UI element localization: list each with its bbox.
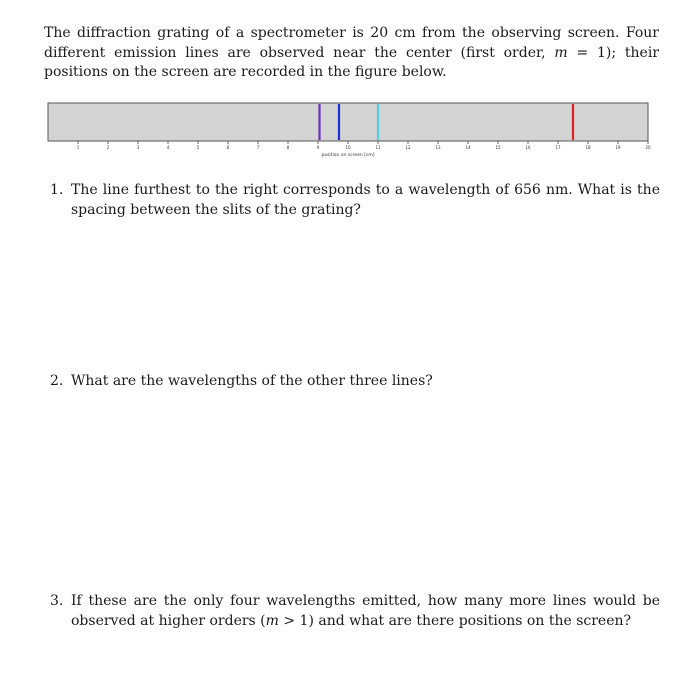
x-tick-label: 12 <box>405 145 411 150</box>
question-number: 3. <box>50 593 64 609</box>
x-tick-label: 7 <box>256 145 260 150</box>
spectrum-background <box>48 103 648 141</box>
x-tick-label: 16 <box>525 145 531 150</box>
x-tick-label: 4 <box>166 145 170 150</box>
x-tick-label: 2 <box>106 145 110 150</box>
x-tick-label: 15 <box>495 145 501 150</box>
x-tick-label: 3 <box>136 145 140 150</box>
x-axis-label: position on screen [cm] <box>321 153 375 158</box>
intro-part1: The diffraction grating of a spectrometer is 20 cm from the observing screen. Four different emission lines are observed near the center (first order, <box>44 25 659 61</box>
x-tick-label: 1 <box>76 145 80 150</box>
question-2 <box>50 372 660 392</box>
intro-part2: = 1); their positions on the screen are recorded in the figure below. <box>44 44 660 80</box>
x-tick-label: 9 <box>316 145 320 150</box>
x-tick-label: 10 <box>345 145 351 150</box>
x-tick-label: 13 <box>435 145 441 150</box>
x-tick-label: 6 <box>226 145 230 150</box>
question-text <box>71 592 660 631</box>
spectrum-figure <box>44 100 654 162</box>
question-text-a: If these are the only four wavelengths emitted, how many more lines would be observed at higher orders ( <box>71 593 660 629</box>
question-m-variable: m <box>265 612 279 629</box>
x-tick-label: 8 <box>286 145 290 150</box>
intro-m-variable: m <box>554 44 568 61</box>
spectrum-chart <box>44 100 654 162</box>
x-tick-label: 5 <box>196 145 200 150</box>
x-tick-label: 20 <box>645 145 651 150</box>
question-number: 1. <box>50 182 64 198</box>
question-1 <box>50 181 660 220</box>
x-tick-label: 14 <box>465 145 471 150</box>
question-number: 2. <box>50 373 64 389</box>
x-tick-label: 19 <box>615 145 621 150</box>
x-tick-label: 17 <box>555 145 561 150</box>
x-tick-label: 11 <box>375 145 381 150</box>
question-text: What are the wavelengths of the other three lines? <box>71 373 433 389</box>
x-tick-label: 18 <box>585 145 591 150</box>
problem-intro <box>44 24 659 83</box>
question-3 <box>50 592 660 631</box>
question-text: The line furthest to the right corresponds to a wavelength of 656 nm. What is the spacing between the slits of the grating? <box>71 182 660 218</box>
question-text-b: > 1) and what are there positions on the screen? <box>278 612 632 629</box>
